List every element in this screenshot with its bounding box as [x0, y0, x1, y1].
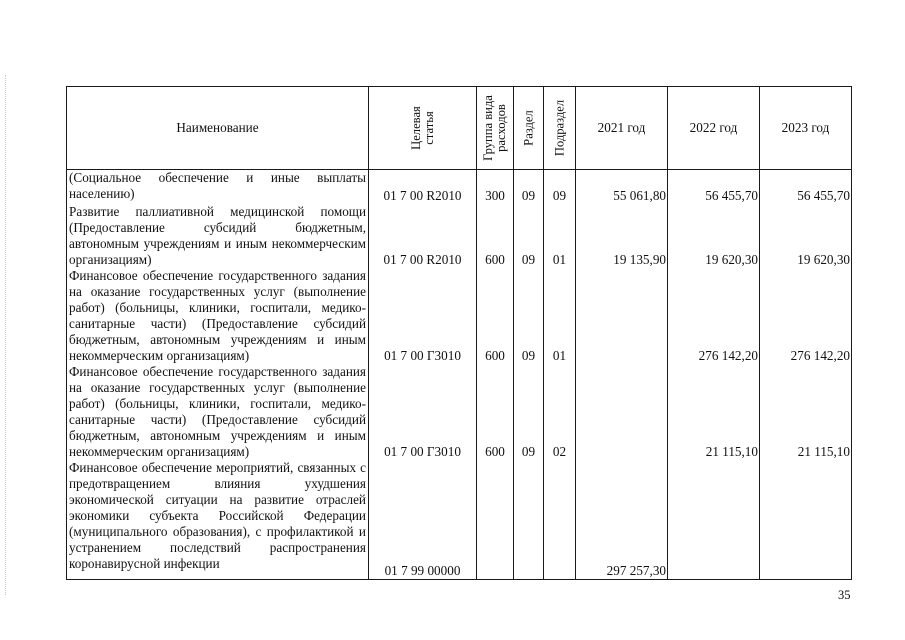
header-subsection [544, 87, 576, 170]
table-header-row [67, 87, 852, 170]
header-subsection-text: Подраздел [552, 99, 566, 157]
header-expense-group [477, 87, 514, 170]
target-article-cell: 01 7 00 Г3010 [369, 268, 477, 364]
row-name-cell: Финансовое обеспечение государственного задания на оказание государственных услуг (выполнение работ) (больницы, клиники, госпитали, медико-санитарные части) (Предоставление субсидий бюджетным, автономным учреждениям и иным некоммерческим организациям) [67, 364, 369, 460]
row-name-cell: Развитие паллиативной медицинской помощи (Предоставление субсидий бюджетным, автономным учреждениям и иным некоммерческим организациям) [67, 204, 369, 268]
amount-2023-cell: 56 455,70 [760, 170, 852, 204]
target-article-cell: 01 7 00 Г3010 [369, 364, 477, 460]
table-row [67, 364, 852, 460]
amount-2022-cell: 19 620,30 [668, 204, 760, 268]
header-expense-group-text: Группа вида расходов [481, 95, 508, 161]
row-name-cell: Финансовое обеспечение государственного задания на оказание государственных услуг (выполнение работ) (больницы, клиники, госпитали, медико-санитарные части) (Предоставление субсидий бюджетным, автономным учреждениям и иным некоммерческим организациям) [67, 268, 369, 364]
section-cell: 09 [514, 170, 544, 204]
amount-2021-cell [576, 268, 668, 364]
target-article-cell: 01 7 99 00000 [369, 460, 477, 580]
amount-2022-cell: 21 115,10 [668, 364, 760, 460]
header-year-2021: 2021 год [576, 87, 668, 170]
row-name-cell: Финансовое обеспечение мероприятий, связанных с предотвращением влияния ухудшения экономической ситуации на развитие отраслей экономики субъекта Российской Федерации (муниципального образования), с профилактикой и устранением последствий распространения коронавирусной инфекции [67, 460, 369, 580]
expense-group-cell: 600 [477, 204, 514, 268]
amount-2023-cell [760, 460, 852, 580]
table-row [67, 268, 852, 364]
amount-2021-cell [576, 364, 668, 460]
subsection-cell [544, 460, 576, 580]
amount-2022-cell [668, 460, 760, 580]
expense-group-cell: 300 [477, 170, 514, 204]
budget-table [66, 86, 852, 580]
amount-2022-cell: 276 142,20 [668, 268, 760, 364]
header-target-article-text: Целевая статья [408, 106, 436, 150]
header-year-2023: 2023 год [760, 87, 852, 170]
amount-2021-cell: 19 135,90 [576, 204, 668, 268]
amount-2023-cell: 21 115,10 [760, 364, 852, 460]
table-row [67, 204, 852, 268]
header-target-article [369, 87, 477, 170]
expense-group-cell: 600 [477, 268, 514, 364]
target-article-cell: 01 7 00 R2010 [369, 204, 477, 268]
section-cell [514, 460, 544, 580]
table-row [67, 170, 852, 204]
header-section [514, 87, 544, 170]
subsection-cell: 01 [544, 268, 576, 364]
amount-2023-cell: 276 142,20 [760, 268, 852, 364]
budget-table-container [66, 86, 851, 578]
amount-2021-cell: 297 257,30 [576, 460, 668, 580]
amount-2022-cell: 56 455,70 [668, 170, 760, 204]
expense-group-cell: 600 [477, 364, 514, 460]
subsection-cell: 02 [544, 364, 576, 460]
section-cell: 09 [514, 204, 544, 268]
header-year-2022: 2022 год [668, 87, 760, 170]
header-name: Наименование [67, 87, 369, 170]
section-cell: 09 [514, 364, 544, 460]
amount-2023-cell: 19 620,30 [760, 204, 852, 268]
table-row [67, 460, 852, 580]
section-cell: 09 [514, 268, 544, 364]
header-section-text: Раздел [521, 110, 535, 146]
page-number: 35 [838, 588, 851, 602]
subsection-cell: 09 [544, 170, 576, 204]
scan-edge-mark [5, 75, 7, 595]
row-name-cell: (Социальное обеспечение и иные выплаты населению) [67, 170, 369, 204]
amount-2021-cell: 55 061,80 [576, 170, 668, 204]
expense-group-cell [477, 460, 514, 580]
subsection-cell: 01 [544, 204, 576, 268]
target-article-cell: 01 7 00 R2010 [369, 170, 477, 204]
